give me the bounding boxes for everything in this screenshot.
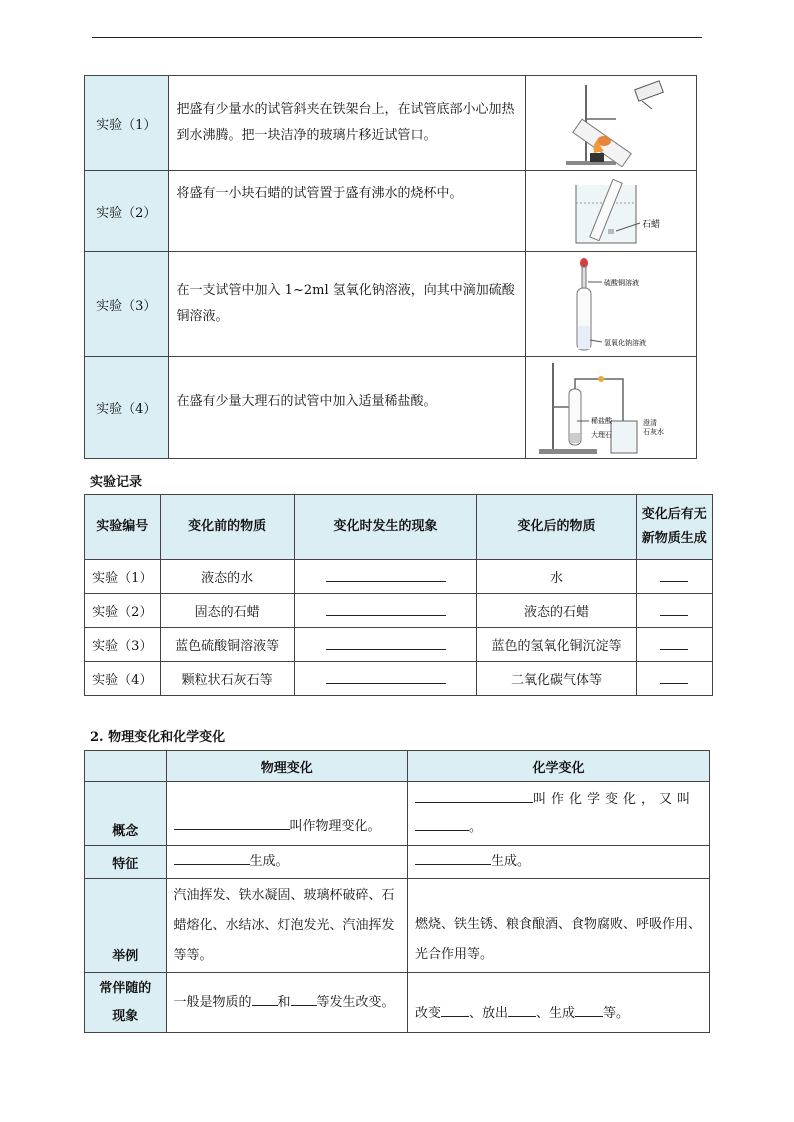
record-header: 变化后的物质	[477, 495, 636, 560]
record-header: 变化时发生的现象	[294, 495, 477, 560]
physical-examples: 汽油挥发、铁水凝固、玻璃杯破碎、石蜡熔化、水结冰、灯泡发光、汽油挥发等等。	[166, 879, 407, 973]
record-header-row	[85, 495, 713, 560]
phenomena-label-line-2: 现象	[112, 1008, 139, 1024]
chemical-concept	[407, 782, 709, 846]
experiment-table	[84, 75, 697, 459]
answer-blank[interactable]	[174, 850, 250, 865]
experiment-row	[85, 357, 697, 459]
physical-concept	[166, 782, 407, 846]
record-before: 蓝色硫酸铜溶液等	[160, 628, 294, 662]
answer-blank[interactable]	[174, 815, 290, 830]
comparison-table	[84, 750, 710, 1033]
phenomena-text: 、放出	[468, 1006, 508, 1021]
phenomena-label-line-1: 常伴随的	[99, 980, 152, 996]
answer-blank[interactable]	[660, 635, 688, 650]
record-id: 实验（2）	[85, 594, 161, 628]
chemical-header: 化学变化	[407, 751, 709, 782]
comparison-header-row	[85, 751, 710, 782]
phenomena-text: 、生成	[535, 1006, 575, 1021]
record-after: 蓝色的氢氧化铜沉淀等	[477, 628, 636, 662]
answer-blank[interactable]	[326, 669, 446, 684]
experiment-description: 将盛有一小块石蜡的试管置于盛有沸水的烧杯中。	[168, 171, 525, 252]
phenomena-label	[85, 973, 167, 1033]
table-row	[85, 560, 713, 594]
record-before: 颗粒状石灰石等	[160, 662, 294, 696]
experiment-label: 实验（4）	[85, 357, 169, 459]
record-after: 二氧化碳气体等	[477, 662, 636, 696]
record-new-substance	[636, 560, 712, 594]
answer-blank[interactable]	[415, 788, 533, 803]
beaker-test-tube-icon	[546, 175, 676, 247]
experiment-label: 实验（3）	[85, 252, 169, 357]
physical-phenomena	[166, 973, 407, 1033]
record-after: 液态的石蜡	[477, 594, 636, 628]
record-id: 实验（3）	[85, 628, 161, 662]
answer-blank[interactable]	[415, 850, 491, 865]
experiment-illustration	[525, 76, 696, 171]
experiment-row	[85, 171, 697, 252]
record-new-substance	[636, 628, 712, 662]
experiment-illustration	[525, 252, 696, 357]
experiment-illustration	[525, 171, 696, 252]
answer-blank[interactable]	[326, 567, 446, 582]
table-row	[85, 594, 713, 628]
hydrochloric-acid-label: 稀盐酸	[590, 416, 612, 425]
experiment-label: 实验（1）	[85, 76, 169, 171]
experiment-description: 在盛有少量大理石的试管中加入适量稀盐酸。	[168, 357, 525, 459]
phenomena-text: 改变	[414, 1006, 441, 1021]
chemical-phenomena	[407, 973, 709, 1033]
concept-label: 概念	[85, 782, 167, 846]
experiment-description: 在一支试管中加入 1~2ml 氢氧化钠溶液，向其中滴加硫酸铜溶液。	[168, 252, 525, 357]
record-before: 液态的水	[160, 560, 294, 594]
record-new-substance	[636, 594, 712, 628]
chemical-feature-text: 生成。	[490, 854, 530, 869]
dropper-test-tube-icon	[546, 254, 676, 354]
answer-blank[interactable]	[326, 601, 446, 616]
phenomena-text: 一般是物质的	[173, 994, 252, 1010]
phenomena-row	[85, 973, 710, 1033]
marble-label: 大理石	[590, 430, 612, 439]
answer-blank[interactable]	[660, 669, 688, 684]
experiment-label: 实验（2）	[85, 171, 169, 252]
gas-apparatus-icon	[531, 359, 691, 457]
experiment-illustration	[525, 357, 696, 459]
record-id: 实验（1）	[85, 560, 161, 594]
examples-row	[85, 879, 710, 973]
copper-sulfate-label: 硫酸铜溶液	[603, 279, 639, 287]
answer-blank[interactable]	[660, 601, 688, 616]
phenomena-text: 和	[277, 994, 291, 1010]
experiment-row	[85, 76, 697, 171]
phenomena-text: 等发生改变。	[316, 994, 395, 1010]
physical-concept-text: 叫作物理变化。	[289, 819, 381, 834]
feature-row	[85, 846, 710, 879]
sodium-hydroxide-label: 氢氧化钠溶液	[603, 339, 646, 347]
record-table	[84, 494, 713, 696]
chemical-concept-end: 。	[468, 819, 482, 835]
answer-blank[interactable]	[508, 1002, 536, 1017]
experiment-row	[85, 252, 697, 357]
answer-blank[interactable]	[575, 1002, 603, 1017]
record-header: 变化后有无新物质生成	[636, 495, 712, 560]
physical-header: 物理变化	[166, 751, 407, 782]
answer-blank[interactable]	[326, 635, 446, 650]
answer-blank[interactable]	[252, 991, 278, 1006]
record-before: 固态的石蜡	[160, 594, 294, 628]
physical-feature	[166, 846, 407, 879]
limewater-label-1: 澄清	[642, 418, 657, 427]
record-id: 实验（4）	[85, 662, 161, 696]
record-phenomenon	[294, 628, 477, 662]
record-phenomenon	[294, 594, 477, 628]
corner-cell	[85, 751, 167, 782]
record-title: 实验记录	[90, 475, 143, 490]
experiment-description: 把盛有少量水的试管斜夹在铁架台上，在试管底部小心加热到水沸腾。把一块洁净的玻璃片移近试管口。	[168, 76, 525, 171]
record-phenomenon	[294, 560, 477, 594]
answer-blank[interactable]	[660, 567, 688, 582]
record-header: 实验编号	[85, 495, 161, 560]
table-row	[85, 628, 713, 662]
answer-blank[interactable]	[415, 816, 469, 831]
limewater-label-2: 石灰水	[642, 427, 664, 436]
chemical-feature	[407, 846, 709, 879]
concept-row	[85, 782, 710, 846]
phenomena-text: 等。	[602, 1006, 629, 1021]
header-rule	[92, 37, 702, 38]
comparison-title: 2. 物理变化和化学变化	[90, 730, 226, 745]
heating-test-tube-icon	[546, 79, 676, 167]
feature-label: 特征	[85, 846, 167, 879]
answer-blank[interactable]	[291, 991, 317, 1006]
record-phenomenon	[294, 662, 477, 696]
paraffin-label: 石蜡	[641, 220, 660, 230]
examples-label: 举例	[85, 879, 167, 973]
physical-feature-text: 生成。	[249, 854, 289, 869]
chemical-examples: 燃烧、铁生锈、粮食酿酒、食物腐败、呼吸作用、光合作用等。	[407, 879, 709, 973]
table-row	[85, 662, 713, 696]
record-new-substance	[636, 662, 712, 696]
record-header: 变化前的物质	[160, 495, 294, 560]
chemical-concept-text: 叫作化学变化，又叫	[532, 791, 695, 807]
record-after: 水	[477, 560, 636, 594]
answer-blank[interactable]	[441, 1002, 469, 1017]
